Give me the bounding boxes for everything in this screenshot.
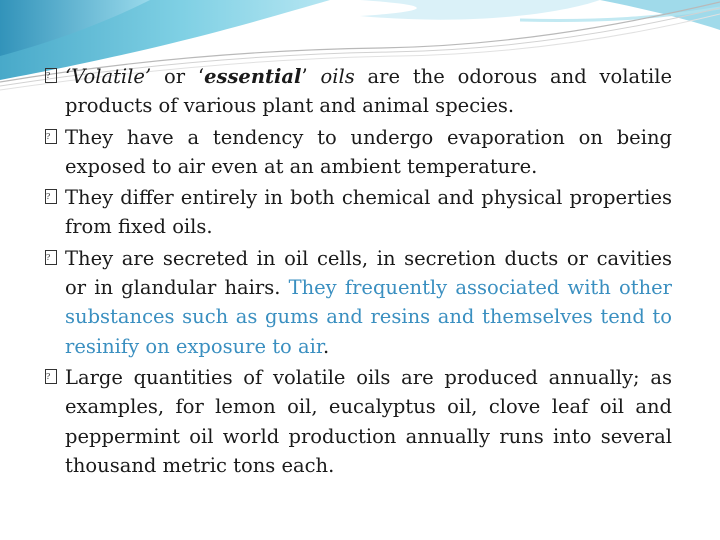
- bullet-glyph-icon: ?: [45, 250, 57, 265]
- bullet-item: [45, 244, 672, 361]
- bullet-list: [45, 62, 672, 482]
- bullet-text: ’: [301, 65, 321, 88]
- bullet-text: They differ entirely in both chemical and physical properties from fixed oils.: [65, 186, 672, 239]
- bullet-item: [45, 183, 672, 242]
- term-volatile: ‘Volatile’: [65, 65, 152, 88]
- bullet-item: [45, 363, 672, 480]
- bullet-text: They are secreted in oil cells, in secretion ducts or cavities or in glandular hairs.: [65, 246, 672, 300]
- term-oils: oils: [320, 65, 355, 88]
- bullet-text: They have a tendency to undergo evaporation on being exposed to air even at an ambient temperature.: [65, 125, 672, 178]
- bullet-text: or ‘: [151, 65, 205, 88]
- highlighted-text: They frequently associated with other substances such as gums and resins and themselves tend to resinify on exposure to air: [65, 276, 672, 358]
- bullet-item: [45, 62, 672, 121]
- bullet-item: [45, 123, 672, 182]
- bullet-glyph-icon: ?: [45, 68, 57, 83]
- term-essential: essential: [204, 65, 302, 88]
- bullet-text: are the odorous and volatile products of various plant and animal species.: [65, 65, 672, 118]
- bullet-glyph-icon: ?: [45, 189, 57, 204]
- bullet-text: Large quantities of volatile oils are produced annually; as examples, for lemon oil, eucalyptus oil, clove leaf oil and peppermint oil world production annually runs into several thousand metric tons each.: [65, 365, 672, 477]
- bullet-glyph-icon: ?: [45, 369, 57, 384]
- bullet-text: .: [323, 334, 330, 358]
- bullet-glyph-icon: ?: [45, 129, 57, 144]
